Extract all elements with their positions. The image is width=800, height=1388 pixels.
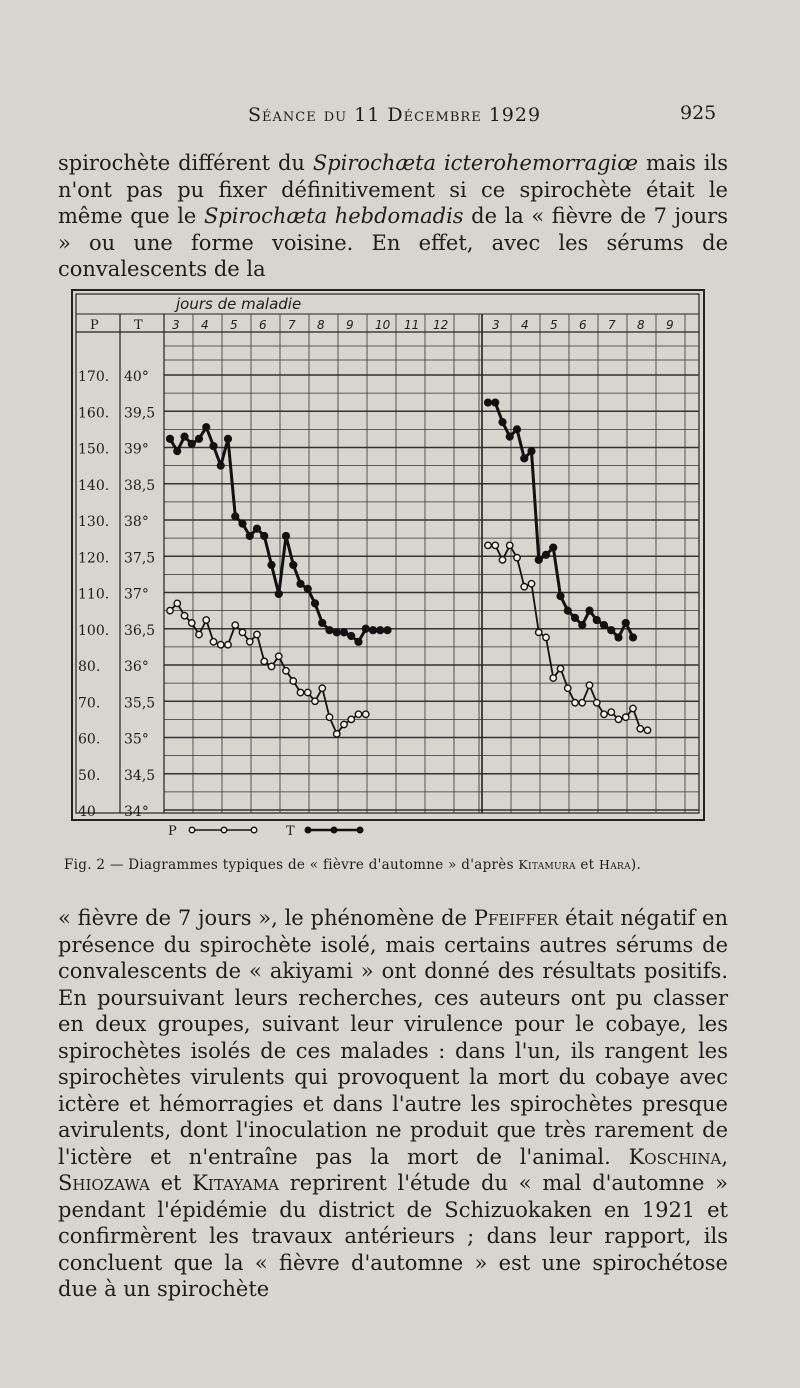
pulse-point (196, 631, 202, 637)
t-tick-label: 37° (124, 586, 149, 603)
running-head-title: Séance du 11 Décembre 1929 (248, 104, 542, 126)
page-number: 925 (680, 102, 717, 124)
temperature-point (355, 638, 362, 645)
day-label-left: 7 (288, 318, 296, 332)
temperature-point (283, 533, 290, 540)
day-label-left: 10 (375, 318, 391, 332)
pulse-point (514, 555, 520, 561)
running-header (0, 100, 800, 130)
p-tick-label: 80. (78, 659, 101, 675)
temperature-point (377, 627, 384, 634)
text-run: était négatif en présence du spirochète isolé, mais certains autres sérums de convalescents de « akiyami » ont donné des résultats positifs. En poursuivant leurs recherches, ces auteurs ont pu classer en deux groupes, suivant leur virulence pour le cobaye, les spirochètes isolés de ces malades : dans l'un, ils rangent les spirochètes virulents qui provoquent la mort du cobaye avec ictère et hémorragies et dans l'autre les spirochètes presque avirulents, dont l'inoculation ne produit que très rarement de l'ictère et n'entraîne pas la mort de l'animal. (58, 906, 728, 1169)
t-tick-label: 36,5 (124, 622, 156, 639)
chart-frame (72, 290, 704, 820)
t-tick-label: 35,5 (124, 695, 156, 712)
t-tick-label: 36° (124, 659, 149, 675)
p-tick-label: 40 (78, 804, 96, 820)
temperature-point (312, 600, 319, 607)
pulse-point (218, 642, 224, 648)
temperature-point (217, 462, 224, 469)
day-label-right: 8 (637, 318, 645, 332)
temperature-point (246, 533, 253, 540)
pulse-point (637, 726, 643, 732)
text-run: , (721, 1144, 728, 1169)
day-label-left: 4 (201, 318, 209, 332)
temperature-point (319, 620, 326, 627)
temperature-point (608, 627, 615, 634)
pulse-point (210, 639, 216, 645)
pulse-point (565, 685, 571, 691)
pulse-point (615, 716, 621, 722)
pulse-point (254, 631, 260, 637)
figure-caption (64, 857, 744, 873)
chart-title: jours de maladie (176, 295, 302, 313)
temperature-point (557, 593, 564, 600)
temperature-point (506, 433, 513, 440)
text-run: « fièvre de 7 jours », le phénomène de (58, 906, 474, 930)
day-label-left: 6 (259, 318, 267, 332)
temperature-point (326, 627, 333, 634)
pulse-point (167, 607, 173, 613)
temperature-point (275, 591, 282, 598)
temperature-point (521, 455, 528, 462)
pulse-point (312, 698, 318, 704)
pulse-point (276, 653, 282, 659)
temperature-point (514, 426, 521, 433)
pulse-point (492, 542, 498, 548)
temperature-point (370, 627, 377, 634)
p-tick-label: 150. (78, 441, 110, 458)
pulse-point (203, 617, 209, 623)
day-label-right: 7 (608, 318, 616, 332)
temperature-point (254, 525, 261, 532)
text-run: spirochète différent du (58, 151, 313, 175)
p-tick-label: 70. (78, 695, 101, 712)
t-tick-label: 35° (124, 731, 149, 748)
temperature-point (630, 634, 637, 641)
t-tick-label: 39,5 (124, 405, 156, 422)
legend-t-marker (305, 827, 311, 833)
temperature-point (188, 440, 195, 447)
pulse-point (594, 700, 600, 706)
t-tick-label: 40° (124, 369, 149, 385)
temperature-point (579, 622, 586, 629)
p-tick-label: 50. (78, 767, 101, 784)
chart-legend (168, 824, 363, 836)
legend-p-marker (221, 827, 227, 833)
pulse-point (528, 581, 534, 587)
pulse-point (341, 721, 347, 727)
t-tick-label: 38° (124, 514, 149, 530)
temperature-point (203, 424, 210, 431)
chart-series (167, 399, 651, 737)
day-label-right: 6 (579, 318, 587, 332)
pulse-line (488, 545, 648, 730)
header-t: T (134, 318, 143, 333)
legend-t-label: T (286, 824, 295, 836)
pulse-point (601, 711, 607, 717)
day-label-left: 3 (172, 318, 180, 332)
pulse-point (174, 600, 180, 606)
t-tick-label: 39° (124, 441, 149, 458)
pulse-point (348, 716, 354, 722)
pulse-point (290, 678, 296, 684)
p-tick-label: 160. (78, 405, 110, 422)
temperature-point (341, 629, 348, 636)
pulse-point (572, 700, 578, 706)
temperature-point (297, 580, 304, 587)
temperature-point (543, 551, 550, 558)
paragraph-top (58, 150, 728, 283)
species-name: Spirochæta hebdomadis (203, 204, 464, 228)
pulse-point (485, 542, 491, 548)
species-name: Spirochæta icterohemorragiœ (312, 151, 639, 175)
chart-labels (78, 295, 674, 820)
temperature-point (550, 544, 557, 551)
pulse-point (507, 542, 513, 548)
paragraph-bottom-text (58, 905, 728, 1303)
day-label-left: 12 (433, 318, 449, 332)
p-tick-label: 110. (78, 586, 110, 603)
legend-t-marker (331, 827, 337, 833)
text-run: de la « fièvre de 7 jours » ou une forme voisine. En effet, avec les sérums de convalescents de la (58, 204, 728, 281)
pulse-point (268, 663, 274, 669)
temperature-point (225, 435, 232, 442)
temperature-point (615, 634, 622, 641)
pulse-point (225, 642, 231, 648)
chart-grid (72, 290, 704, 820)
temperature-point (210, 443, 217, 450)
pulse-point (189, 620, 195, 626)
pulse-point (499, 557, 505, 563)
day-label-left: 11 (404, 318, 420, 332)
pulse-point (261, 658, 267, 664)
temperature-point (348, 633, 355, 640)
legend-p-marker (251, 827, 257, 833)
temperature-point (528, 448, 535, 455)
temperature-point (572, 614, 579, 621)
pulse-point (355, 711, 361, 717)
pulse-point (334, 731, 340, 737)
p-tick-label: 140. (78, 477, 110, 494)
pulse-point (608, 709, 614, 715)
legend-t-marker (357, 827, 363, 833)
temperature-point (384, 627, 391, 634)
pulse-line (170, 603, 366, 734)
pulse-point (326, 714, 332, 720)
temperature-point (593, 617, 600, 624)
temperature-point (622, 620, 629, 627)
pulse-point (181, 613, 187, 619)
text-run: mais ils n'ont pas pu fixer définitivement si ce spirochète était le même que le (58, 151, 728, 228)
temperature-point (333, 629, 340, 636)
pulse-point (319, 685, 325, 691)
day-label-right: 9 (666, 318, 674, 332)
p-tick-label: 100. (78, 622, 110, 639)
author-name: Shiozawa (58, 1171, 150, 1195)
temperature-point (601, 622, 608, 629)
caption-text: et (575, 857, 599, 873)
temperature-point (261, 533, 268, 540)
t-tick-label: 34,5 (124, 767, 156, 784)
temperature-point (232, 513, 239, 520)
p-tick-label: 170. (78, 369, 110, 385)
pulse-point (579, 700, 585, 706)
temperature-line (170, 427, 388, 642)
day-label-right: 4 (521, 318, 529, 332)
pulse-point (521, 584, 527, 590)
t-tick-label: 34° (124, 804, 149, 820)
pulse-point (363, 711, 369, 717)
temperature-point (492, 399, 499, 406)
author-name: Pfeiffer (473, 906, 559, 930)
pulse-point (283, 668, 289, 674)
p-tick-label: 130. (78, 514, 110, 530)
pulse-point (644, 727, 650, 733)
pulse-point (586, 682, 592, 688)
text-run: reprirent l'étude du « mal d'automne » pendant l'épidémie du district de Schizuokaken en 1921 et confirmèrent les travaux antérieurs ; dans leur rapport, ils concluent que la « fièvre d'automne » est une spirochétose due à un spirochète (58, 1171, 728, 1301)
pulse-point (247, 639, 253, 645)
caption-text: Fig. 2 — Diagrammes typiques de « fièvre d'automne » d'après (64, 857, 519, 873)
text-run: et (149, 1171, 193, 1195)
pulse-point (305, 689, 311, 695)
temperature-point (174, 448, 181, 455)
pulse-point (239, 629, 245, 635)
pulse-point (297, 689, 303, 695)
pulse-point (543, 634, 549, 640)
temperature-point (362, 625, 369, 632)
pulse-point (623, 714, 629, 720)
temperature-point (181, 433, 188, 440)
temperature-point (586, 607, 593, 614)
day-label-left: 9 (346, 318, 354, 332)
pulse-point (232, 622, 238, 628)
paragraph-top-text (58, 150, 728, 283)
caption-author: Kitamura (518, 857, 576, 872)
temperature-point (239, 520, 246, 527)
day-label-right: 5 (550, 318, 558, 332)
temperature-point (564, 607, 571, 614)
temperature-point (290, 562, 297, 569)
temperature-point (499, 419, 506, 426)
temperature-point (167, 435, 174, 442)
day-label-right: 3 (492, 318, 500, 332)
day-label-left: 5 (230, 318, 238, 332)
caption-author: Hara (599, 857, 631, 872)
temperature-point (304, 585, 311, 592)
day-label-left: 8 (317, 318, 325, 332)
temperature-point (268, 562, 275, 569)
pulse-point (536, 629, 542, 635)
header-p: P (90, 318, 99, 333)
legend-p-label: P (168, 824, 177, 836)
temperature-point (196, 435, 203, 442)
author-name: Koschina (628, 1144, 722, 1169)
t-tick-label: 38,5 (124, 477, 156, 494)
pulse-point (630, 705, 636, 711)
chart-inner-frame (76, 294, 699, 813)
caption-text: ). (630, 857, 642, 873)
author-name: Kitayama (192, 1171, 279, 1195)
p-tick-label: 120. (78, 550, 110, 567)
temperature-point (535, 556, 542, 563)
t-tick-label: 37,5 (124, 550, 156, 567)
p-tick-label: 60. (78, 731, 101, 748)
temperature-point (485, 399, 492, 406)
fever-chart (64, 288, 712, 836)
paragraph-bottom (58, 905, 728, 1303)
pulse-point (557, 665, 563, 671)
legend-p-marker (189, 827, 195, 833)
pulse-point (550, 675, 556, 681)
